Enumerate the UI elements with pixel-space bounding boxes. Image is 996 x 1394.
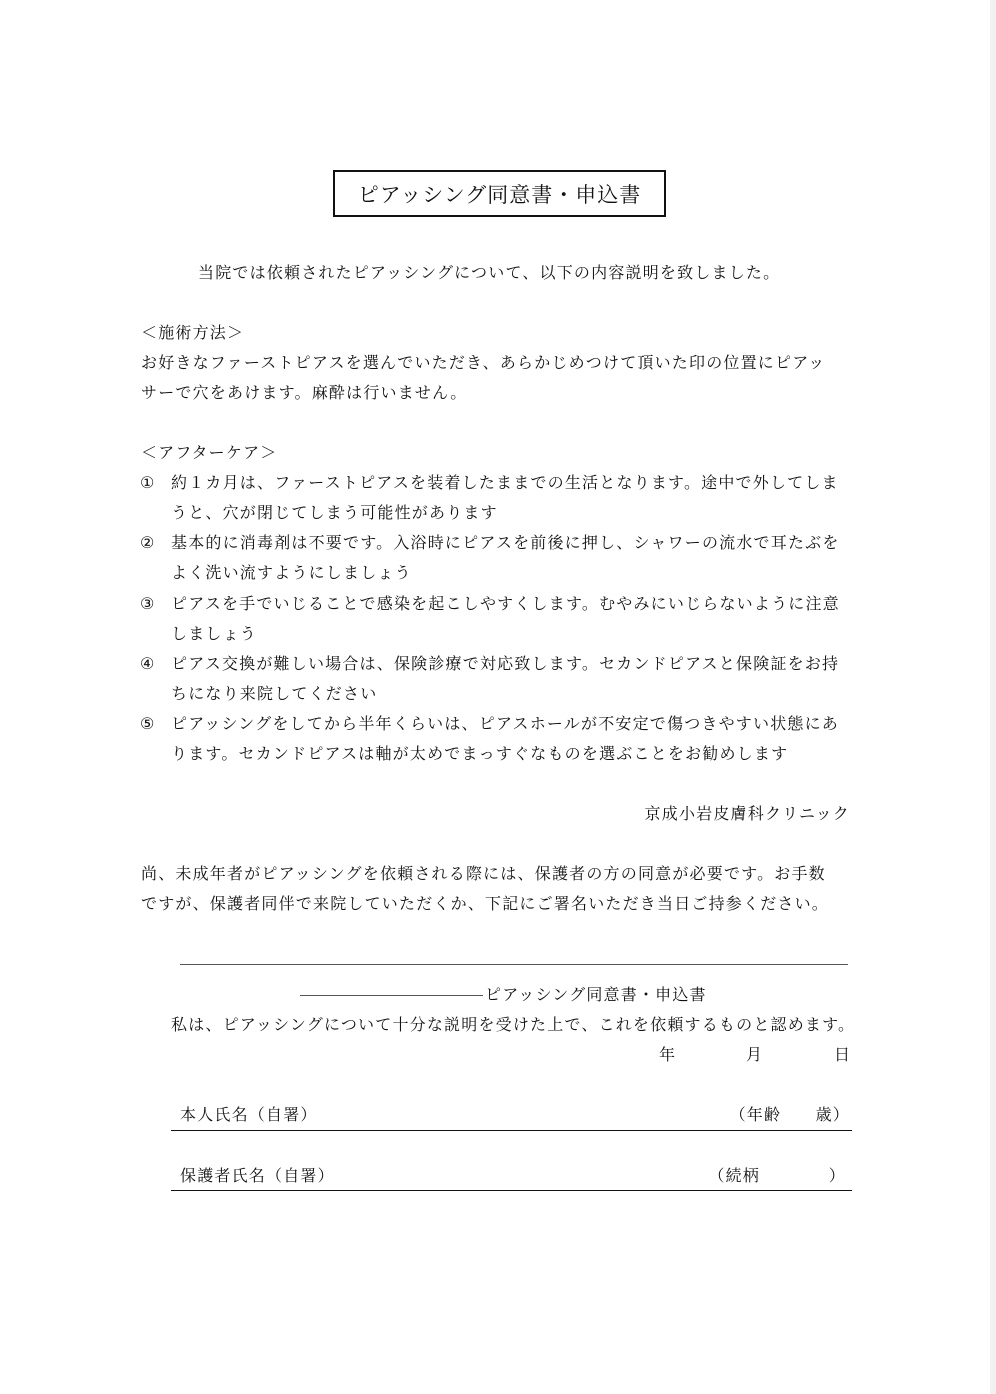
aftercare-item-line2: ります。セカンドピアスは軸が太めでまっすぐなものを選ぶことをお勧めします — [171, 744, 789, 763]
aftercare-item-line2: うと、穴が閉じてしまう可能性があります — [171, 503, 498, 522]
aftercare-item-line1: 約１カ月は、ファーストピアスを装着したままでの生活となります。途中で外してしま — [171, 473, 839, 492]
list-number: ⑤ — [140, 714, 155, 733]
method-text-line2: サーで穴をあけます。麻酔は行いません。 — [141, 383, 468, 402]
list-number: ③ — [140, 594, 155, 613]
form-subtitle-row — [300, 985, 707, 1005]
form-subtitle: ピアッシング同意書・申込書 — [485, 985, 707, 1004]
aftercare-item-line1: 基本的に消毒剤は不要です。入浴時にピアスを前後に押し、シャワーの流水で耳たぶを — [171, 533, 840, 552]
method-text-line1: お好きなファーストピアスを選んでいただき、あらかじめつけて頂いた印の位置にピアッ — [141, 353, 826, 372]
aftercare-item-line2: しましょう — [171, 624, 258, 643]
intro-text: 当院では依頼されたピアッシングについて、以下の内容説明を致しました。 — [198, 263, 781, 282]
aftercare-heading: ＜アフターケア＞ — [141, 443, 278, 462]
date-year-label: 年 — [659, 1045, 677, 1064]
form-statement: 私は、ピアッシングについて十分な説明を受けた上で、これを依頼するものと認めます。 — [171, 1015, 856, 1034]
guardian-signature-line[interactable] — [171, 1190, 852, 1191]
relation-label: （続柄 ） — [708, 1166, 846, 1185]
person-name-label: 本人氏名（自署） — [180, 1105, 318, 1124]
subtitle-dash — [300, 995, 483, 996]
cut-line-divider — [180, 964, 848, 965]
date-month-label: 月 — [746, 1045, 764, 1064]
aftercare-item-line1: ピアッシングをしてから半年くらいは、ピアスホールが不安定で傷つきやすい状態にあ — [171, 714, 840, 733]
person-signature-line[interactable] — [171, 1130, 852, 1131]
aftercare-item-line2: よく洗い流すようにしましょう — [171, 563, 412, 582]
date-day-label: 日 — [834, 1045, 852, 1064]
list-number: ① — [140, 473, 155, 492]
aftercare-item-line1: ピアス交換が難しい場合は、保険診療で対応致します。セカンドピアスと保険証をお持 — [171, 654, 840, 673]
list-number: ④ — [140, 654, 155, 673]
minor-note-line2: ですが、保護者同伴で来院していただくか、下記にご署名いただき当日ご持参ください。 — [141, 894, 830, 913]
aftercare-item-line2: ちになり来院してください — [171, 684, 378, 703]
method-heading: ＜施術方法＞ — [141, 323, 245, 342]
age-label: （年齢 歳） — [729, 1105, 850, 1124]
minor-note-line1: 尚、未成年者がピアッシングを依頼される際には、保護者の方の同意が必要です。お手数 — [141, 864, 826, 883]
document-title: ピアッシング同意書・申込書 — [333, 170, 666, 217]
list-number: ② — [140, 533, 155, 552]
clinic-name: 京成小岩皮膚科クリニック — [644, 804, 850, 823]
guardian-name-label: 保護者氏名（自署） — [180, 1166, 335, 1185]
aftercare-item-line1: ピアスを手でいじることで感染を起こしやすくします。むやみにいじらないように注意 — [171, 594, 840, 613]
